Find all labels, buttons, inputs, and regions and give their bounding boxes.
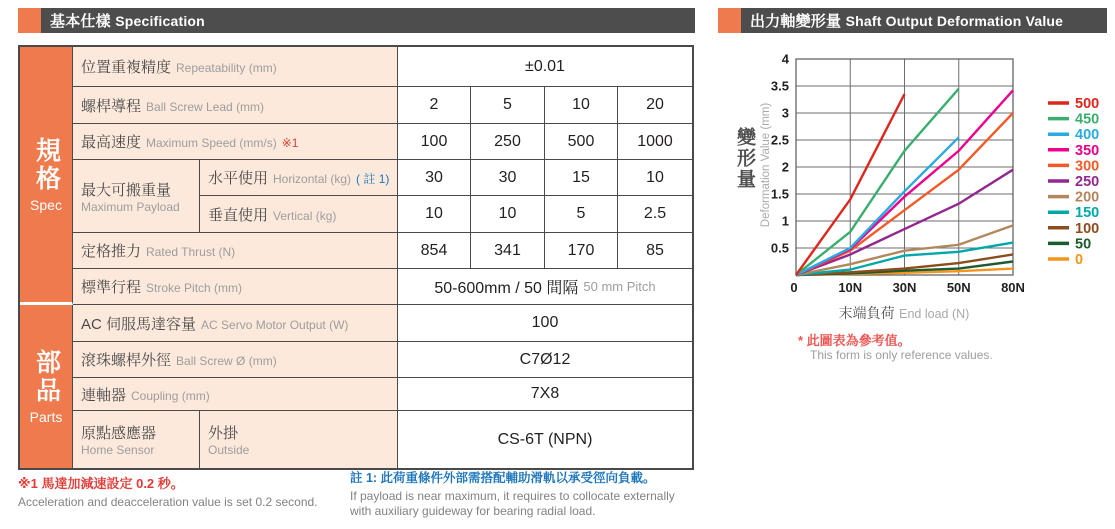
chart-header-zh: 出力軸變形量 [750, 13, 842, 30]
thrust-value-3: 170 [545, 233, 618, 269]
home-sensor-mount-label: 外掛 Outside [200, 411, 398, 468]
y-tick-label: 2 [781, 159, 789, 175]
speed-value-4: 1000 [618, 124, 692, 160]
horizontal-value-3: 15 [545, 160, 618, 196]
y-tick-label: 0.5 [770, 240, 789, 256]
row-payload-label: 最大可搬重量 Maximum Payload [73, 160, 200, 233]
lead-value-1: 2 [398, 87, 471, 124]
row-stroke-label: 標準行程 Stroke Pitch (mm) [73, 269, 398, 305]
legend-label-0: 0 [1075, 252, 1084, 268]
chart-note-en: This form is only reference values. [810, 348, 993, 362]
legend-label-400: 400 [1075, 127, 1100, 144]
legend-label-300: 300 [1075, 158, 1100, 175]
row-thrust-label: 定格推力 Rated Thrust (N) [73, 233, 398, 269]
row-lead-label: 螺桿導程 Ball Screw Lead (mm) [73, 87, 398, 124]
footnote-1-zh: ※1 馬達加減速設定 0.2 秒。 [18, 476, 184, 491]
screw-od-value: C7Ø12 [398, 342, 692, 378]
y-tick-label: 3.5 [770, 78, 789, 94]
thrust-value-1: 854 [398, 233, 471, 269]
stroke-value: 50-600mm / 50 間隔 50 mm Pitch [398, 269, 692, 305]
footnote-1 [18, 473, 318, 510]
legend-label-100: 100 [1075, 220, 1100, 237]
spec-header-zh: 基本仕樣 [50, 13, 111, 30]
legend-label-350: 350 [1075, 142, 1100, 159]
footnote-1-en: Acceleration and deacceleration value is set 0.2 second. [18, 495, 318, 509]
chart-header-bar [718, 8, 1107, 33]
speed-value-3: 500 [545, 124, 618, 160]
section-parts-en: Parts [29, 408, 63, 425]
footnote-2-en: If payload is near maximum, it requires to collocate externally with auxiliary guideway for bearing radial load. [350, 489, 675, 518]
thrust-value-4: 85 [618, 233, 692, 269]
section-parts-label [20, 305, 73, 468]
x-tick-label: 10N [838, 280, 863, 295]
x-tick-label: 50N [946, 280, 971, 295]
lead-value-2: 5 [471, 87, 545, 124]
vertical-value-1: 10 [398, 196, 471, 233]
legend-label-500: 500 [1075, 96, 1100, 112]
horizontal-value-2: 30 [471, 160, 545, 196]
chart-header-title [750, 10, 1063, 31]
row-repeatability-label: 位置重複精度 Repeatability (mm) [73, 47, 398, 87]
footnote-2-zh: 註 1: 此荷重條件外部需搭配輔助滑軌以承受徑向負載。 [350, 471, 656, 485]
row-screw-od-label: 滾珠螺桿外徑 Ball Screw Ø (mm) [73, 342, 398, 378]
vertical-value-3: 5 [545, 196, 618, 233]
chart-note-zh: * 此圖表為參考值。 [798, 333, 911, 348]
horizontal-footnote-mark: ( 註 1) [356, 172, 390, 186]
servo-value: 100 [398, 305, 692, 342]
legend-label-150: 150 [1075, 205, 1100, 222]
chart-plot-area [718, 40, 1115, 340]
section-parts-zh: 部品 [32, 348, 61, 405]
chart-ylabel-zh: 變形量 [734, 127, 755, 190]
chart-ylabel-en: Deformation Value (mm) [760, 102, 772, 228]
coupling-value: 7X8 [398, 378, 692, 411]
header-accent-square [718, 8, 741, 33]
deformation-chart [718, 40, 1115, 375]
row-payload-horizontal-label: 水平使用 Horizontal (kg) ( 註 1) [200, 160, 398, 196]
horizontal-value-1: 30 [398, 160, 471, 196]
row-coupling-label: 連軸器 Coupling (mm) [73, 378, 398, 411]
vertical-value-2: 10 [471, 196, 545, 233]
spec-header-title [50, 10, 205, 31]
spec-header-en: Specification [115, 13, 205, 29]
repeatability-value: ±0.01 [398, 47, 692, 87]
row-home-sensor-label: 原點感應器 Home Sensor [73, 411, 200, 468]
legend-label-450: 450 [1075, 111, 1100, 128]
footnote-2 [350, 468, 698, 519]
section-spec-zh: 規格 [32, 136, 61, 193]
row-servo-label: AC 伺服馬達容量 AC Servo Motor Output (W) [73, 305, 398, 342]
row-speed-label: 最高速度 Maximum Speed (mm/s) ※1 [73, 124, 398, 160]
section-spec-en: Spec [30, 196, 62, 213]
specification-table [18, 45, 694, 470]
horizontal-value-4: 10 [618, 160, 692, 196]
y-tick-label: 3 [781, 105, 789, 121]
vertical-value-4: 2.5 [618, 196, 692, 233]
legend-label-50: 50 [1075, 236, 1092, 253]
y-tick-label: 1.5 [770, 186, 789, 202]
y-tick-label: 1 [781, 213, 789, 229]
legend-label-200: 200 [1075, 189, 1100, 206]
row-payload-vertical-label: 垂直使用 Vertical (kg) [200, 196, 398, 233]
x-tick-label: 80N [1001, 280, 1025, 295]
x-tick-label: 30N [892, 280, 917, 295]
legend-label-250: 250 [1075, 174, 1100, 190]
lead-value-4: 20 [618, 87, 692, 124]
speed-value-1: 100 [398, 124, 471, 160]
thrust-value-2: 341 [471, 233, 545, 269]
y-tick-label: 2.5 [770, 132, 789, 148]
x-origin-label: 0 [790, 280, 798, 295]
home-sensor-value: CS-6T (NPN) [398, 411, 692, 468]
lead-value-3: 10 [545, 87, 618, 124]
chart-header-en: Shaft Output Deformation Value [845, 13, 1064, 29]
chart-xlabel: 末端負荷 End load (N) [838, 305, 970, 321]
speed-value-2: 250 [471, 124, 545, 160]
header-accent-square [18, 8, 41, 33]
speed-footnote-mark: ※1 [281, 136, 299, 150]
y-tick-label: 4 [781, 51, 789, 67]
section-spec-label [20, 47, 73, 305]
spec-header-bar [18, 8, 695, 33]
